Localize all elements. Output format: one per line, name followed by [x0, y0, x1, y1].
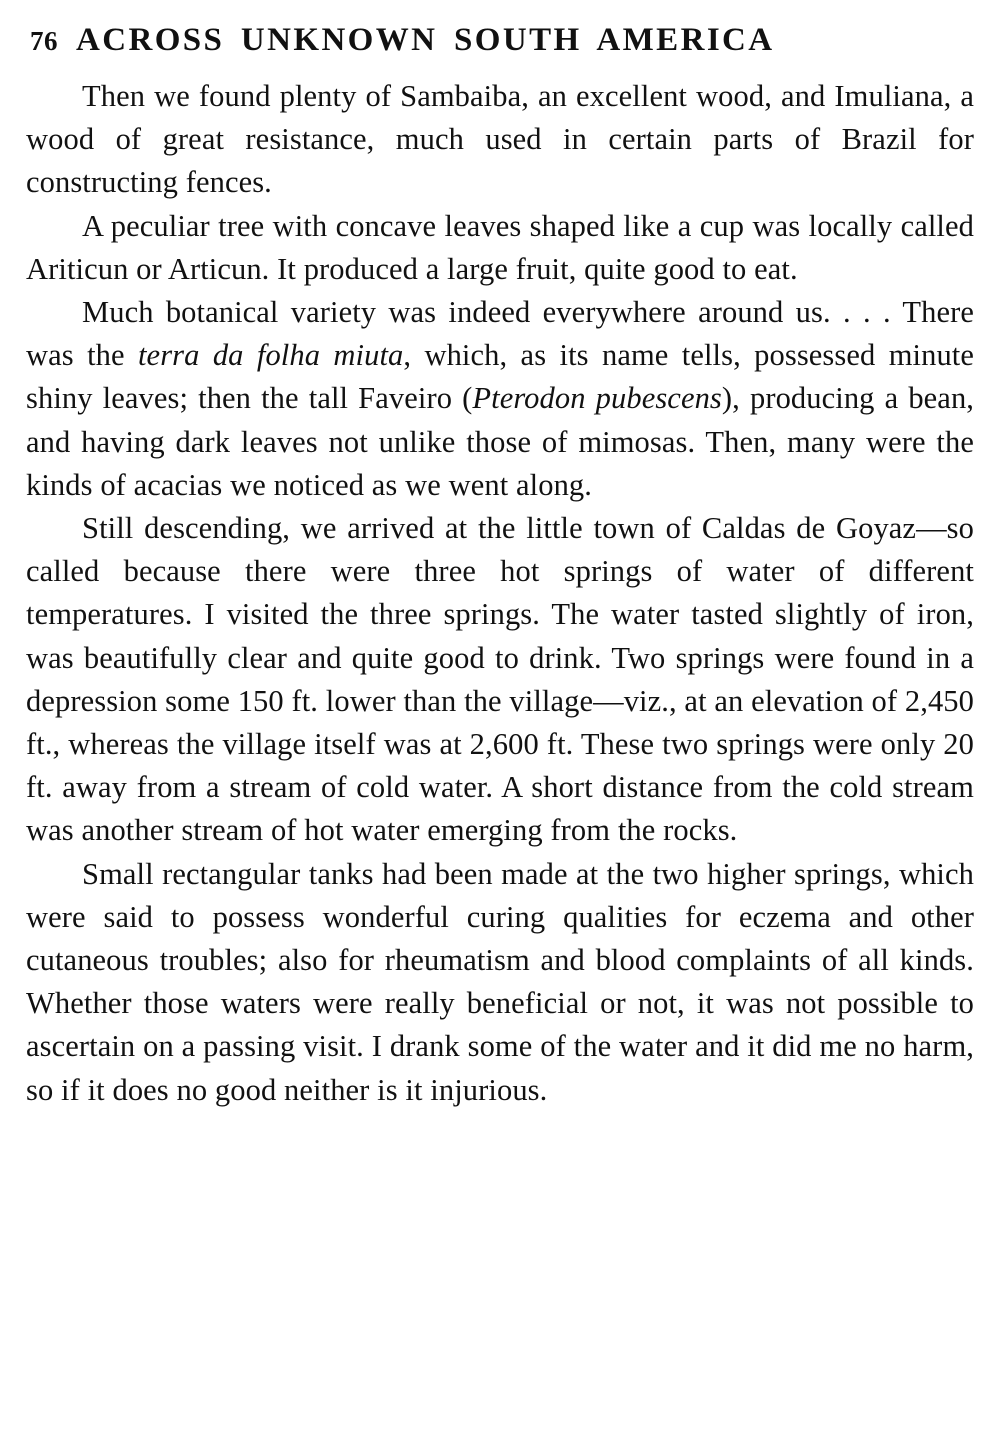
italic-term-pterodon-pubescens: Pterodon pubescens: [472, 381, 722, 416]
paragraph-3-part-2: , which, as its name tells, possessed minute shiny leaves; then the tall Faveiro (: [26, 338, 975, 416]
page-number: 76: [30, 26, 58, 56]
paragraph-3-part-1: Much botanical variety was indeed everywhere around us. . . . There was the: [26, 295, 974, 373]
page-title: ACROSS UNKNOWN SOUTH AMERICA: [76, 22, 775, 58]
paragraph-3: [26, 291, 974, 507]
paragraph-3-part-3: ), producing a bean, and having dark leaves not unlike those of mimosas. Then, many were the kinds of acacias we noticed as we went along.: [26, 381, 975, 502]
paragraph-1: Then we found plenty of Sambaiba, an excellent wood, and Imuliana, a wood of great resistance, much used in certain parts of Brazil for constructing fences.: [26, 79, 974, 200]
paragraph-4: Still descending, we arrived at the little town of Caldas de Goyaz—so called because there were three hot springs of water of different temperatures. I visited the three springs. The water tasted slightly of iron, was beautifully clear and quite good to drink. Two springs were found in a depression some 150 ft. lower than the village—viz., at an elevation of 2,450 ft., whereas the village itself was at 2,600 ft. These two springs were only 20 ft. away from a stream of cold water. A short distance from the cold stream was another stream of hot water emerging from the rocks.: [26, 511, 974, 848]
italic-term-terra-da-folha-miuta: terra da folha miuta: [137, 338, 404, 373]
body-text: [26, 75, 974, 1112]
paragraph-2: A peculiar tree with concave leaves shaped like a cup was locally called Ariticun or Articun. It produced a large fruit, quite good to eat.: [26, 208, 974, 286]
running-head: [30, 22, 974, 59]
paragraph-5: Small rectangular tanks had been made at the two higher springs, which were said to possess wonderful curing qualities for eczema and other cutaneous troubles; also for rheumatism and blood complaints of all kinds. Whether those waters were really beneficial or not, it was not possible to ascertain on a passing visit. I drank some of the water and it did me no harm, so if it does no good neither is it injurious.: [26, 856, 974, 1107]
